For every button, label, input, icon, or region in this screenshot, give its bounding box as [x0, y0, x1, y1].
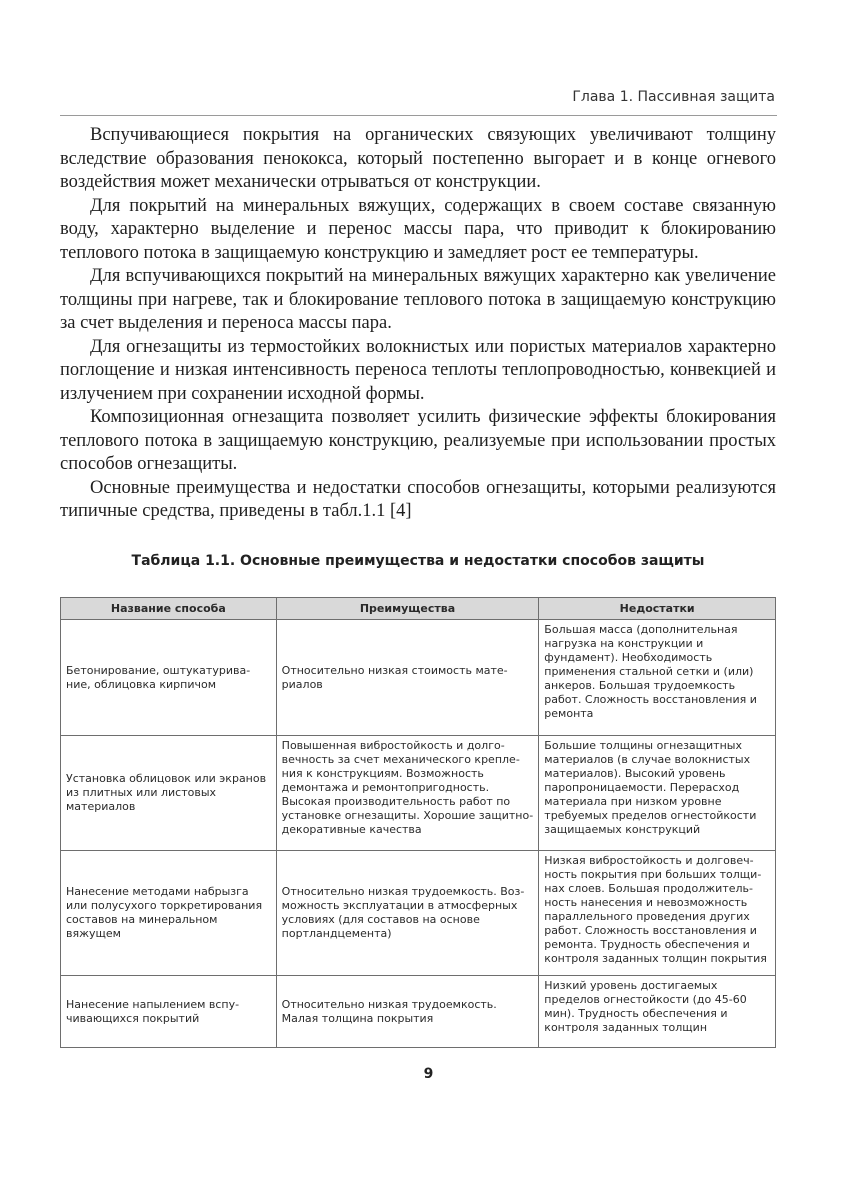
cell-disadvantages: Низкая вибростойкость и долговечность покрытия при больших толщинах слоев. Большая продолжительность нанесения и невозможность параллельного проведения других работ. Сложность восстановления и ремонта. Трудность обеспечения и контроля заданных толщин покрытия	[539, 851, 776, 976]
running-header: Глава 1. Пассивная защита	[572, 89, 775, 105]
cell-disadvantages: Большие толщины огнезащитных материалов (в случае волокнистых материалов). Высокий уровень паропроницаемости. Перерасход материала при низком уровне требуемых пределов огнестойкости защищаемых конструкций	[539, 736, 776, 851]
table-row	[61, 736, 776, 851]
paragraph-6: Основные преимущества и недостатки способов огнезащиты, которыми реализуются типичные средства, приведены в табл.1.1 [4]	[60, 477, 776, 521]
paragraph-3: Для вспучивающихся покрытий на минеральных вяжущих характерно как увеличение толщины при нагреве, так и блокирование теплового потока в защищаемую конструкцию за счет выделения и переноса массы пара.	[60, 266, 776, 333]
cell-method: Нанесение напылением вспучивающихся покрытий	[61, 976, 277, 1048]
table-header-row	[61, 598, 776, 620]
page-number: 9	[423, 1066, 434, 1082]
cell-disadvantages: Низкий уровень достигаемых пределов огнестойкости (до 45-60 мин). Трудность обеспечения и контроля заданных толщин	[539, 976, 776, 1048]
paragraph-5: Композиционная огнезащита позволяет усилить физические эффекты блокирования теплового потока в защищаемую конструкцию, реализуемые при использовании простых способов огнезащиты.	[60, 407, 776, 474]
paragraph-4: Для огнезащиты из термостойких волокнистых или пористых материалов характерно поглощение и низкая интенсивность переноса теплоты теплопроводностью, конвекцией и излучением при сохранении исходной формы.	[60, 336, 776, 404]
paragraph-1: Вспучивающиеся покрытия на органических связующих увеличивают толщину вследствие образования пенококса, который постепенно выгорает и в конце огневого воздействия может механически отрываться от конструкции.	[60, 125, 776, 192]
cell-method: Бетонирование, оштукатуривание, облицовка кирпичом	[61, 620, 277, 736]
cell-advantages: Относительно низкая стоимость материалов	[276, 620, 539, 736]
table-row	[61, 620, 776, 736]
header-disadvantages: Недостатки	[539, 598, 776, 620]
header-advantages: Преимущества	[276, 598, 539, 620]
table-row	[61, 851, 776, 976]
methods-table	[60, 597, 776, 1048]
cell-method: Нанесение методами набрызга или полусухого торкретирования составов на минеральном вяжущем	[61, 851, 277, 976]
header-method: Название способа	[61, 598, 277, 620]
table-row	[61, 976, 776, 1048]
table-caption: Таблица 1.1. Основные преимущества и недостатки способов защиты	[131, 553, 705, 569]
paragraph-2: Для покрытий на минеральных вяжущих, содержащих в своем составе связанную воду, характерно выделение и перенос массы пара, что приводит к блокированию теплового потока в защищаемую конструкцию и замедляет рост ее температуры.	[60, 195, 776, 263]
body-text	[60, 124, 776, 524]
cell-advantages: Повышенная вибростойкость и долговечность за счет механического крепления к конструкциям. Возможность демонтажа и ремонтопригодность. Высокая производительность работ по установке огнезащиты. Хорошие защитно- декоративные качества	[276, 736, 539, 851]
cell-method: Установка облицовок или экранов из плитных или листовых материалов	[61, 736, 277, 851]
cell-disadvantages: Большая масса (дополнительная нагрузка на конструкции и фундамент). Необходимость применения стальной сетки и (или) анкеров. Большая трудоемкость работ. Сложность восстановления и ремонта	[539, 620, 776, 736]
cell-advantages: Относительно низкая трудоемкость. Возможность эксплуатации в атмосферных условиях (для составов на основе портландцемента)	[276, 851, 539, 976]
header-divider	[60, 115, 777, 116]
cell-advantages: Относительно низкая трудоемкость. Малая толщина покрытия	[276, 976, 539, 1048]
